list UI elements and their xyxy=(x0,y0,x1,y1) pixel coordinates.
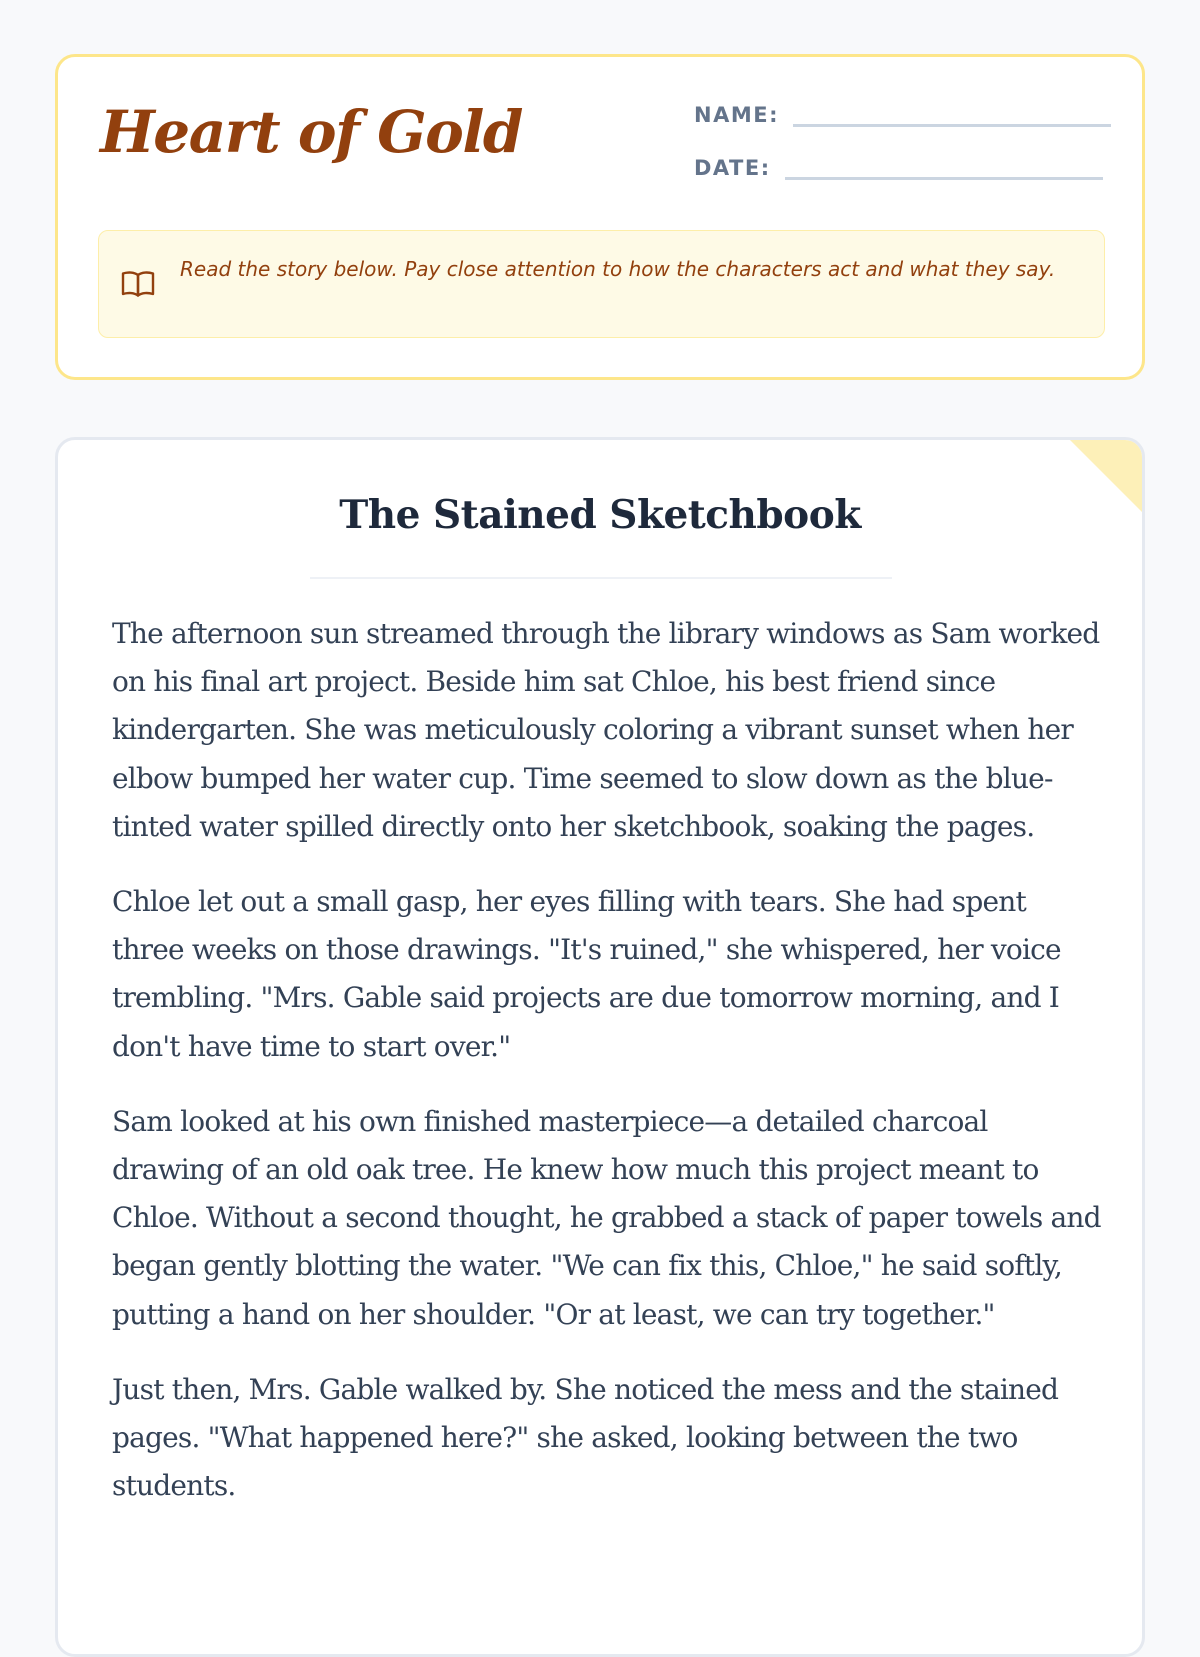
story-title: The Stained Sketchbook xyxy=(339,492,861,538)
date-line[interactable] xyxy=(785,177,1103,180)
story-paragraph: Just then, Mrs. Gable walked by. She noticed the mess and the stained pages. "What happened here?" she asked, looking between the two students. xyxy=(112,1372,1059,1503)
date-field[interactable] xyxy=(694,156,1103,180)
worksheet-header xyxy=(55,54,1145,380)
name-line[interactable] xyxy=(793,124,1111,127)
name-field[interactable] xyxy=(694,103,1111,127)
title-divider xyxy=(310,577,892,579)
worksheet-title: Heart of Gold xyxy=(100,98,522,166)
story-paragraph: The afternoon sun streamed through the library windows as Sam worked on his final art project. Beside him sat Chloe, his best friend since kindergarten. She was meticulously coloring a vibrant sunset when her elbow bumped her water cup. Time seemed to slow down as the blue-tinted water spilled directly onto her sketchbook, soaking the pages. xyxy=(112,617,1100,843)
date-label: DATE: xyxy=(694,156,771,180)
instructions-box xyxy=(98,230,1105,338)
story-body xyxy=(112,610,1102,1537)
instructions-text: Read the story below. Pay close attention to how the characters act and what they say. xyxy=(180,257,1056,281)
story-paragraph: Sam looked at his own finished masterpiece—a detailed charcoal drawing of an old oak tree. He knew how much this project meant to Chloe. Without a second thought, he grabbed a stack of paper towels and began gently blotting the water. "We can fix this, Chloe," he said softly, putting a hand on her shoulder. "Or at least, we can try together." xyxy=(112,1104,1101,1331)
open-book-icon xyxy=(121,269,155,299)
name-label: NAME: xyxy=(694,103,779,127)
story-paragraph: Chloe let out a small gasp, her eyes filling with tears. She had spent three weeks on those drawings. "It's ruined," she whispered, her voice trembling. "Mrs. Gable said projects are due tomorrow morning, and I don't have time to start over." xyxy=(112,885,1061,1063)
story-card xyxy=(55,437,1145,1657)
